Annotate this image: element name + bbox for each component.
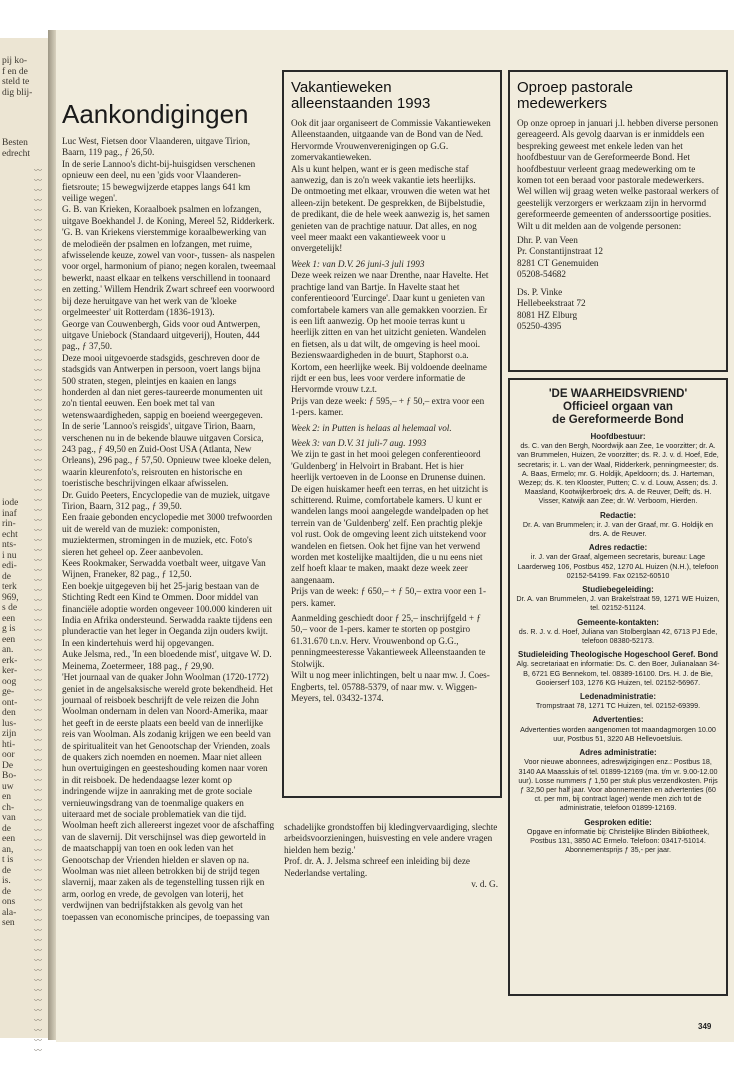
- left-page-fragment: edrecht: [2, 148, 30, 159]
- left-page-fragment: t is: [2, 855, 14, 865]
- colophon-section-heading: Adres administratie:: [579, 748, 657, 758]
- left-page-fragment: de: [2, 886, 11, 897]
- left-page-fragment: s de: [2, 603, 18, 613]
- week1-price: Prijs van deze week: ƒ 595,– + ƒ 50,– extra voor een 1-pers. kamer.: [291, 395, 485, 418]
- left-page-fragment: oog: [2, 676, 17, 687]
- aankondiging-paragraph: G. B. van Krieken, Koraalboek psalmen en lofzangen, uitgave Boekhandel J. de Koning, Mereel 52, Ridderkerk.: [62, 204, 275, 226]
- left-page-fragment: een: [2, 834, 16, 844]
- left-page-fragment: zijn: [2, 729, 17, 739]
- previous-page-strip: [0, 38, 50, 1055]
- left-page-fragment: terk: [2, 582, 17, 592]
- closing-paragraph: Aanmelding geschiedt door ƒ 25,– inschrijfgeld + ƒ 50,– voor de 1-pers. kamer te storten op postgiro 61.31.670 t.n.v. Herv. Vrouwenbond op G.G., penningmeesteresse Vakantieweek Alleenstaanden te Stolwijk.: [291, 613, 486, 669]
- colophon-section-text: Opgave en informatie bij: Christelijke Blinden Bibliotheek, Postbus 131, 3850 AC Ermelo. Telefoon: 03417-51014. Abonnementsprijs ƒ 35,- per jaar.: [526, 826, 710, 855]
- left-page-fragment: g is: [2, 624, 16, 634]
- left-page-fragments-side: [2, 498, 19, 929]
- week3-price: Prijs van de week: ƒ 650,– + ƒ 50,– extra voor een 1-pers. kamer.: [291, 586, 487, 608]
- left-page-fragment: is.: [2, 876, 11, 886]
- left-page-fragment: 969,: [2, 592, 19, 603]
- aankondigingen-text: [62, 136, 276, 923]
- left-page-fragment: pij ko-: [2, 56, 28, 66]
- colophon-section-text: Dr. A. van Brummelen; ir. J. van der Graaf, mr. G. Holdijk en drs. A. de Reuver.: [522, 519, 714, 539]
- colophon-section-text: ds. R. J. v. d. Hoef, Juliana van Stolberglaan 42, 6713 PJ Ede, telefoon 08380-52173.: [518, 626, 718, 646]
- colophon-box: [508, 378, 728, 996]
- left-page-fragment: erk-: [2, 655, 18, 666]
- vakantieweken-box: [282, 70, 502, 798]
- signature: v. d. G.: [471, 879, 498, 890]
- colophon-section-text: Voor nieuwe abonnees, adreswijzigingen enz.: Postbus 18, 3140 AA Maassluis of tel. 01899-12169 (ma. t/m vr. 9.00-12.00 uur). Losse nummers ƒ 1,50 per stuk plus verzendkosten. Prijs ƒ 32,50 per half jaar. Voor abonnementen en advertenties (60 ct. per mm, bij contract lager) wende men zich tot de administratie, telefoon 01899-12169.: [518, 757, 718, 813]
- colophon-section-heading: Hoofdbestuur:: [590, 432, 646, 441]
- left-page-fragment: ker-: [2, 666, 18, 676]
- left-page-fragment: nts-: [2, 540, 17, 550]
- aankondiging-paragraph: In de serie 'Lannoo's reisgids', uitgave Tirion, Baarn, verschenen nu in de bekende blauwe uitgaven Corsica, 243 pag., ƒ 49,50 en Zuid-Oost USA (Atlanta, New Orleans), 296 pag., ƒ 57,50. Opnieuw twee kloeke delen, waarin kleurenfoto's, reisrouten en historische en toeristische beschrijvingen elkaar afwisselen.: [62, 421, 272, 489]
- left-page-fragments-mid: [2, 138, 30, 159]
- magazine-page: [56, 30, 734, 1042]
- aankondiging-paragraph: Kees Rookmaker, Serwadda voetbalt weer, uitgave Van Wijnen, Franeker, 82 pag., ƒ 12,50.: [62, 558, 266, 580]
- colophon-sections: [516, 432, 720, 854]
- colophon-section-text: Dr. A. van Brummelen, J. van Brakelstraat 59, 1271 WE Huizen, tel. 02152-51124.: [516, 594, 720, 613]
- colophon-subtitle: Officieel orgaan van: [563, 401, 673, 413]
- colophon-section-text: Advertenties worden aangenomen tot maandagmorgen 10.00 uur, Postbus 51, 3220 AB Hellevoetsluis.: [520, 724, 716, 743]
- left-page-fragment: edi-: [2, 561, 17, 571]
- left-page-fragment: ch-: [2, 802, 15, 813]
- left-page-fragment: oor: [2, 750, 15, 760]
- colophon: [516, 388, 720, 854]
- colophon-section-heading: Gemeente-kontakten:: [577, 617, 659, 627]
- colophon-section-text: Trompstraat 78, 1271 TC Huizen, tel. 02152-69399.: [535, 701, 701, 711]
- left-page-fragment: de: [2, 823, 11, 834]
- vakantieweken-title: Vakantieweken alleenstaanden 1993: [291, 79, 431, 112]
- left-page-fragment: lus-: [2, 718, 17, 729]
- left-page-fragment: iode: [2, 498, 19, 508]
- contact-line: Ds. P. Vinke: [517, 286, 563, 297]
- left-page-fragment: an,: [2, 844, 14, 855]
- left-page-fragment: ons: [2, 897, 16, 907]
- colophon-subtitle: de Gereformeerde Bond: [552, 414, 684, 426]
- contact-line: 8081 HZ Elburg: [517, 309, 578, 320]
- left-page-fragment: inaf: [2, 508, 17, 519]
- aankondiging-paragraph: Deze mooi uitgevoerde stadsgids, geschreven door de stadsgids van Antwerpen in persoon, voert langs bijna 500 straten, stegen, pleintjes en kaaien en langs honderden al dan niet geres-taureerde monumenten uit zo'n tiental eeuwen. Een boek met tal van wetenswaardigheden, sappig en boeiend weergegeven.: [62, 352, 263, 420]
- left-page-fragment: den: [2, 708, 16, 718]
- contact-address: [517, 235, 719, 281]
- left-page-fragment: van: [2, 813, 16, 823]
- aankondiging-paragraph: Dr. Guido Peeters, Encyclopedie van de muziek, uitgave Tirion, Baarn, 312 pag., ƒ 39,50.: [62, 489, 270, 511]
- week3-text: We zijn te gast in het mooi gelegen conferentieoord 'Guldenberg' in Helvoirt in Brabant. Het is hier heerlijk vertoeven in de Loonse en Drunense duinen. De eigen huiskamer heeft een terras, en het uitzicht is schitterend. Ruime, comfortabele kamers. U kunt er wandelen langs mooi aangelegde wandelpaden op het terrein van de 'Guldenberg' zelf. Een prachtig plekje vol rust. Ook de omgeving leent zich uitstekend voor wandelen en fietsen. Ook het fijne van het verwend worden met kostelijke maaltijden, die u nu eens niet zelf hoeft klaar te maken, maakt deze week zeer aangenaam.: [291, 449, 489, 585]
- left-page-fragments-top: [2, 56, 32, 98]
- contact-line: Dhr. P. van Veen: [517, 235, 578, 246]
- aankondiging-paragraph: 'Het journaal van de quaker John Woolman (1720-1772) geniet in de angelsaksische wereld grote bekendheid. Het journaal of reisboek beschrijft de vele reizen die John Woolman ondernam in delen van Noord-Amerika, maar het geeft in de eerste plaats een beeld van de innerlijke reis van Woolman. Als zodanig krijgen we een beeld van de spiritualiteit van het Genootschap der Vrienden, zoals de quakers zich noemden en noemen. Maar niet alleen hun overtuigingen en geesteshouding komen naar voren in dit reisboek. De hedendaagse lezer komt op indringende wijze in aanraking met de grote sociale vernieuwingsdrang van de toenmalige quakers en uiteraard met de sociale problematiek van die tijd. Woolman heeft zich allereerst ingezet voor de afschaffing van de slavernij. Dit verschijnsel was diep geworteld in de maatschappij van toen en ook leden van het Genootschap der Vrienden hielden er slaven op na. Woolman was niet alleen betrokken bij de strijd tegen slavernij, maar zaken als de tegenstelling tussen rijk en arm, oorlog en vrede, de gevolgen van loterij, het verdwijnen van bedrijfstakken als gevolg van het toepassen van economische principes, de toepassing van: [62, 672, 275, 922]
- oproep-box: [508, 70, 728, 372]
- vakantieweken-text: [291, 118, 493, 704]
- contact-line: Hellebeekstraat 72: [517, 298, 586, 309]
- aankondiging-paragraph: George van Couwenbergh, Gids voor oud Antwerpen, uitgave Uniebock (Standaard uitgeverij), Houten, 444 pag., ƒ 37,50.: [62, 318, 261, 352]
- left-page-fragment: an.: [2, 645, 14, 655]
- left-page-fragment: ge-: [2, 687, 15, 697]
- contact-address: [517, 287, 719, 333]
- left-page-fragment: rin-: [2, 519, 16, 529]
- aankondiging-paragraph: In de serie Lannoo's dicht-bij-huisgidsen verschenen opnieuw een deel, nu een 'gids voor Vlaanderen-fietsroute; 15 bewegwijzerde etappes langs 641 km veilige wegen'.: [62, 158, 256, 204]
- left-page-fragment: Besten: [2, 138, 28, 148]
- contact-line: 8281 CT Genemuiden: [517, 257, 599, 268]
- week2-heading: Week 2: in Putten is helaas al helemaal vol.: [291, 422, 452, 433]
- left-page-fragment: echt: [2, 529, 18, 540]
- page-gutter: [48, 30, 56, 1040]
- continuation-paragraph: schadelijke grondstoffen bij kledingvervaardiging, slechte arbeidsvoorzieningen, huisvesting en vele andere vragen hielden hem bezig.': [284, 822, 498, 855]
- left-page-fragment: f en de: [2, 66, 28, 77]
- continuation-paragraph: Prof. dr. A. J. Jelsma schreef een inleiding bij deze Nederlandse vertaling.: [284, 856, 470, 878]
- oproep-text: [517, 118, 719, 332]
- aankondiging-paragraph: Luc West, Fietsen door Vlaanderen, uitgave Tirion, Baarn, 119 pag., ƒ 26,50.: [62, 136, 251, 158]
- oproep-paragraph: Op onze oproep in januari j.l. hebben diverse personen gereageerd. Als gevolg daarvan is er inmiddels een bespreking geweest met enkele leden van het hoofdbestuur van de Gereformeerde Bond. Het hoofdbestuur verleent graag medewerking om te komen tot een beraad voor pastorale medewerkers. Wel willen wij graag weten welke pastoraal werkers of geestelijk verzorgers er werkzaam zijn in hervormd gereformeerde gemeenten of anderssoortige posities.: [517, 118, 719, 220]
- left-page-fragment: een: [2, 634, 16, 645]
- vakantieweken-paragraph: De ontmoeting met elkaar, vrouwen die weten wat het alleen-zijn betekent. De gesprekken, de Bijbelstudie, de predikant, die de hele week aanwezig is, het samen genieten van de prachtige natuur. Dat alles, en nog veel meer maakt een vakantieweek voor u onvergetelijk!: [291, 186, 490, 254]
- colophon-section-text: Alg. secretariaat en informatie: Ds. C. den Boer, Julianalaan 34-B, 6721 EG Bennekom, tel. 08389-16100. Drs. H. J. de Bie, Gooierserf 103, 1276 KG Huizen, tel. 02152-56967.: [516, 659, 720, 687]
- left-page-fragment: ala-: [2, 907, 17, 918]
- colophon-section-text: ds. C. van den Bergh, Noordwijk aan Zee, 1e voorzitter; dr. A. van Brummelen, Huizen, 2e voorzitter; ds. R. J. v. d. Hoef, Ede, secretaris; ir. L. van der Waal, Ridderkerk, penningmeester; ds. A. Baas, Ermelo; mr. G. Holdijk, Apeldoorn; ds. J. Harteman, Wezep; ds. K. ten Klooster, Putten; C. v. d. Louw, Assen; ds. J. Maasland, Kootwijkerbroek; drs. A. de Reuver, Delft; ds. H. Visser, Katwijk aan Zee; dr. W. Verboom, Hierden.: [517, 441, 719, 506]
- left-page-fragment: i nu: [2, 550, 17, 561]
- page-number: 349: [698, 1022, 712, 1031]
- colophon-section-heading: Adres redactie:: [588, 543, 648, 553]
- left-page-fragment: uw: [2, 781, 14, 792]
- aankondigingen-continuation: [284, 822, 498, 890]
- left-page-fragment: De: [2, 760, 14, 771]
- aankondiging-paragraph: Een fraaie gebonden encyclopedie met 3000 trefwoorden uit de wereld van de muziek: componisten, muziektermen, stromingen in de muziek, etc. Foto's sieren het geheel op. Zeer aanbevolen.: [62, 512, 273, 557]
- left-page-fragment: hti-: [2, 739, 16, 750]
- left-page-fragment: ont-: [2, 697, 18, 708]
- contact-line: Pr. Constantijnstraat 12: [517, 246, 604, 257]
- vakantieweken-paragraph: Als u kunt helpen, want er is geen medische staf aanwezig, dan is zo'n week vakantie iets heerlijks.: [291, 163, 476, 186]
- colophon-title: 'DE WAARHEIDSVRIEND': [548, 388, 688, 400]
- left-page-fragment: sen: [2, 918, 15, 928]
- colophon-section-heading: Gesproken editie:: [584, 817, 652, 827]
- contact-line: 05208-54682: [517, 269, 566, 280]
- colophon-section-heading: Ledenadministratie:: [579, 692, 656, 702]
- aankondigingen-title: Aankondigingen: [62, 99, 249, 129]
- aankondiging-paragraph: Een boekje uitgegeven bij het 25-jarig bestaan van de Stichting Redt een Kind te Ommen. Door middel van financiële adoptie worden ongeveer 100.000 kinderen uit India en Afrika ondersteund. Serwadda raakte tijdens een plunderactie van het leger in Oeganda zijn ouders kwijt. In een kindertehuis werd hij opgevangen.: [62, 580, 273, 648]
- aankondigingen-column: [62, 100, 276, 923]
- colophon-section-heading: Studiebegeleiding:: [582, 585, 654, 595]
- left-page-fragment: Bo-: [2, 771, 17, 781]
- colophon-section-heading: Studieleiding Theologische Hogeschool Geref. Bond: [517, 650, 718, 660]
- left-page-fragment: en: [2, 792, 11, 802]
- colophon-section-text: ir. J. van der Graaf, algemeen secretaris, bureau: Lage Laarderweg 106, Postbus 452, 1270 AL Huizen (N.H.), telefoon 02152-54199. Fax 02152-60510: [517, 552, 719, 580]
- aankondiging-paragraph: 'G. B. van Kriekens vierstemmige koraalbewerking van de melodieën der psalmen en lofzangen, met ruime, afwisselende keuze, zowel van voor-, tussen- als naspelen voor orgel, harmonium of piano; negen koralen, tweemaal bewerkt, naast elkaar en telkens verschillend in toonaard en zetting.' Willem Hendrik Zwart schreef een voorwoord bij deze heruitgave van het werk van de 'kloeke orgelmeester' uit Rotterdam (1836-1913).: [62, 227, 276, 318]
- left-page-fragment: de: [2, 571, 11, 582]
- oproep-title: Oproep pastorale medewerkers: [517, 79, 633, 112]
- contact-line: 05250-4395: [517, 320, 562, 331]
- closing-paragraph: Wilt u nog meer inlichtingen, belt u naar mw. J. Coes-Engberts, tel. 05788-5379, of naar mw. v. Wiggen-Meyers, tel. 03432-1374.: [291, 670, 490, 703]
- left-page-fragment: een: [2, 613, 16, 624]
- oproep-paragraph: Wilt u dit melden aan de volgende personen:: [517, 220, 682, 231]
- aankondiging-paragraph: Auke Jelsma, red., 'In een bloedende mist', uitgave W. D. Meinema, Zoetermeer, 188 pag., ƒ 29,90.: [62, 649, 272, 671]
- left-page-wavy-rule: 〰〰〰〰〰〰〰〰〰〰〰〰〰〰〰〰〰〰〰〰〰〰〰〰〰〰〰〰〰〰〰〰〰〰〰〰〰〰〰〰〰〰〰〰〰〰〰〰〰〰〰〰〰〰〰〰〰〰〰〰〰〰〰〰〰〰〰〰〰〰〰〰〰〰〰〰〰〰〰〰〰〰〰〰〰〰〰〰〰: [34, 166, 42, 1055]
- week1-text: Deze week reizen we naar Drenthe, naar Havelte. Het prachtige land van Bartje. In Havelte staat het conferentieoord 'Eurcinge'. Daar kunt u genieten van comfortabele kamers van alle gemakken voorzien. Er is een lift aanwezig. Op het mooie terras kunt u heerlijk zitten en van het uitzicht genieten. Wandelen en fietsen, als u dat wilt, de omgeving is heel mooi. Bezienswaardigheden in de buurt, Staphorst o.a. Kortom, een heerlijke week. Bij voldoende deelname rijdt er een bus, lees voor verdere informatie de Hervormde vrouw t.z.t.: [291, 270, 489, 395]
- left-page-fragment: steld te: [2, 77, 30, 87]
- week3-heading: Week 3: van D.V. 31 juli-7 aug. 1993: [291, 437, 427, 448]
- vakantieweken-paragraph: Ook dit jaar organiseert de Commissie Vakantieweken Alleenstaanden, uitgaande van de Bond van de Ned. Hervormde Vrouwenverenigingen op G.G. zomervakantieweken.: [291, 118, 491, 163]
- left-page-fragment: dig blij-: [2, 87, 33, 98]
- colophon-section-heading: Redactie:: [599, 510, 636, 520]
- left-page-fragment: de: [2, 865, 11, 876]
- colophon-section-heading: Advertenties:: [592, 715, 644, 725]
- week1-heading: Week 1: van D.V. 26 juni-3 juli 1993: [291, 258, 425, 269]
